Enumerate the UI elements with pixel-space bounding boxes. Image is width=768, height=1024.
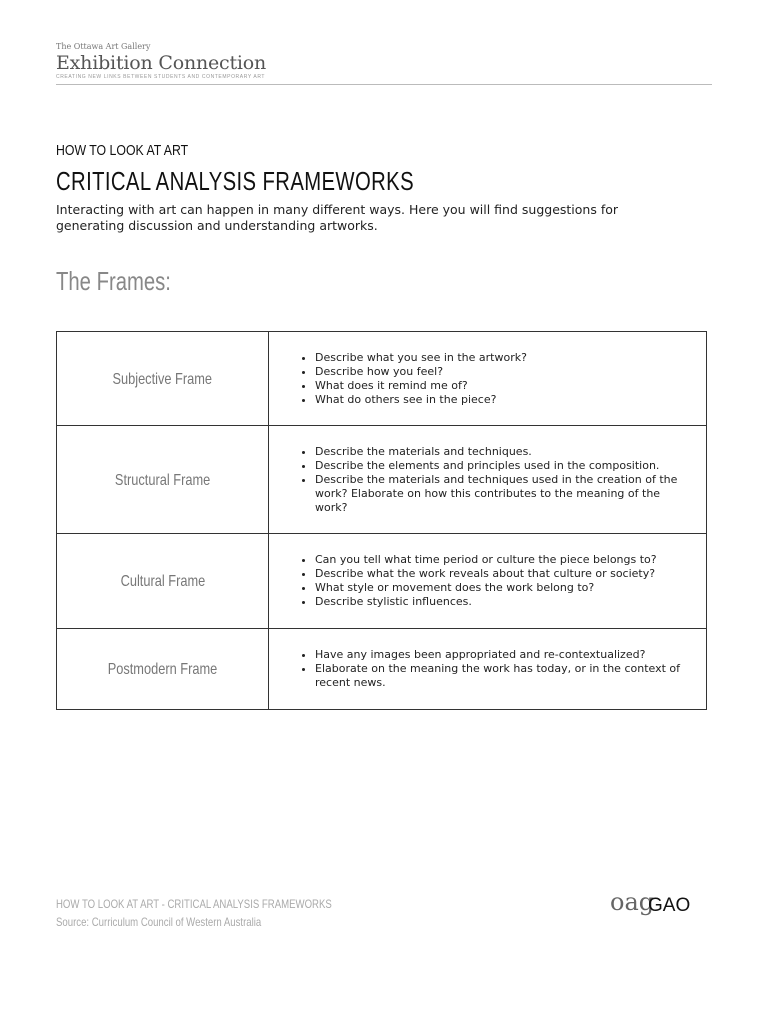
frame-name-cell <box>57 534 269 629</box>
question-list <box>289 351 692 407</box>
header-divider <box>56 84 712 85</box>
list-item: • Describe how you feel? <box>315 365 692 379</box>
list-item: • Describe what you see in the artwork? <box>315 351 692 365</box>
list-item: • What style or movement does the work belong to? <box>315 581 692 595</box>
frame-questions-cell <box>269 629 707 710</box>
logo-gao: GAO <box>648 895 691 916</box>
intro-paragraph: Interacting with art can happen in many different ways. Here you will find suggestions for generating discussion and understanding artworks. <box>56 202 619 233</box>
table-row <box>57 629 707 710</box>
section-kicker: HOW TO LOOK AT ART <box>56 142 189 159</box>
document-footer <box>56 895 332 931</box>
question-list <box>289 553 692 609</box>
table-row <box>57 534 707 629</box>
list-item: • Elaborate on the meaning the work has today, or in the context of recent news. <box>315 662 692 690</box>
list-item: • What do others see in the piece? <box>315 393 692 407</box>
page-title: CRITICAL ANALYSIS FRAMEWORKS <box>56 166 415 196</box>
document-header <box>56 42 712 80</box>
logo-oag: oag <box>610 888 655 916</box>
frame-name: Cultural Frame <box>120 573 205 590</box>
frame-name-cell <box>57 426 269 534</box>
frame-name: Structural Frame <box>114 471 211 489</box>
footer-title: HOW TO LOOK AT ART - CRITICAL ANALYSIS FRAMEWORKS <box>56 897 332 911</box>
list-item: • Describe the materials and techniques. <box>315 445 692 459</box>
frame-name: Postmodern Frame <box>107 661 218 678</box>
list-item: • Describe what the work reveals about that culture or society? <box>315 567 692 581</box>
org-name: The Ottawa Art Gallery <box>56 42 151 51</box>
frame-questions-cell <box>269 426 707 534</box>
frames-heading: The Frames: <box>56 266 171 296</box>
frames-table <box>56 331 707 710</box>
table-row <box>57 332 707 426</box>
frame-name-cell <box>57 629 269 710</box>
list-item: • Describe the elements and principles used in the composition. <box>315 459 692 473</box>
footer-source: Source: Curriculum Council of Western Australia <box>56 915 262 929</box>
question-list <box>289 648 692 690</box>
list-item: • Describe the materials and techniques used in the creation of the work? Elaborate on how this contributes to the meaning of the work? <box>315 473 692 515</box>
brand-tagline: CREATING NEW LINKS BETWEEN STUDENTS AND CONTEMPORARY ART <box>56 74 266 80</box>
list-item: • Describe stylistic influences. <box>315 595 692 609</box>
frame-name: Subjective Frame <box>112 370 213 388</box>
frame-questions-cell <box>269 534 707 629</box>
list-item: • Have any images been appropriated and re-contextualized? <box>315 648 692 662</box>
frame-questions-cell <box>269 332 707 426</box>
table-row <box>57 426 707 534</box>
list-item: • What does it remind me of? <box>315 379 692 393</box>
frame-name-cell <box>57 332 269 426</box>
list-item: • Can you tell what time period or culture the piece belongs to? <box>315 553 692 567</box>
question-list <box>289 445 692 515</box>
brand-title: Exhibition Connection <box>56 52 267 74</box>
gallery-logo <box>610 888 710 928</box>
